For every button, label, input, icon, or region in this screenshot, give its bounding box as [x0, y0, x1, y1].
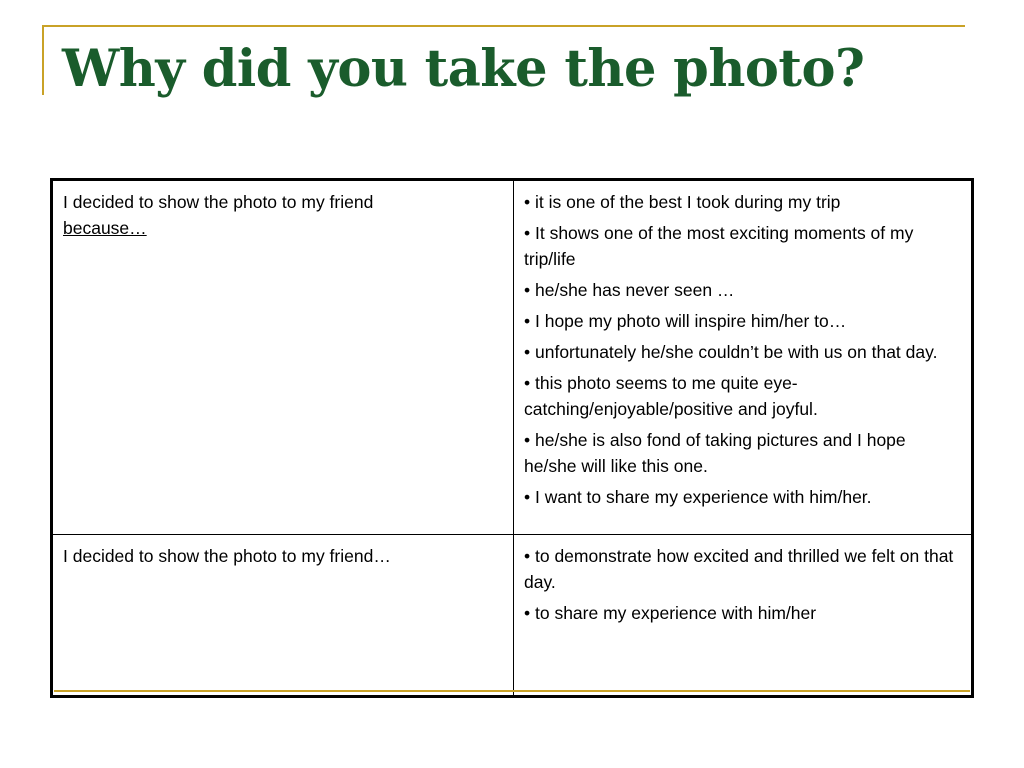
bullet-item: • I want to share my experience with him/her.: [524, 487, 872, 507]
bullet-item: • It shows one of the most exciting moments of my trip/life: [524, 223, 914, 269]
bullet-item: • this photo seems to me quite eye-catching/enjoyable/positive and joyful.: [524, 373, 818, 419]
bullet-item: • unfortunately he/she couldn’t be with us on that day.: [524, 342, 938, 362]
left-accent-line: [42, 25, 44, 95]
table-row: [52, 180, 973, 535]
cell-text-underlined: because…: [63, 218, 147, 238]
cell-text: I decided to show the photo to my friend: [63, 192, 374, 212]
bullet-item: • he/she is also fond of taking pictures and I hope he/she will like this one.: [524, 430, 906, 476]
table-cell-reasons-list: [514, 180, 973, 535]
bullet-item: • to share my experience with him/her: [524, 603, 817, 624]
slide-title: Why did you take the photo?: [62, 39, 865, 99]
table-row: [52, 535, 973, 697]
bullet-item: • he/she has never seen …: [524, 280, 735, 300]
bullet-item: • it is one of the best I took during my trip: [524, 192, 841, 212]
bottom-accent-line: [54, 690, 970, 692]
bullet-item: • I hope my photo will inspire him/her to…: [524, 311, 847, 331]
table-cell-purposes-list: [514, 535, 973, 697]
bullet-item: • to demonstrate how excited and thrilled we felt on that day.: [524, 546, 954, 593]
cell-text: I decided to show the photo to my friend…: [63, 546, 391, 567]
top-accent-line: [42, 25, 965, 27]
table-cell-reason-prompt: [52, 180, 514, 535]
phrases-table: [50, 178, 974, 698]
table-cell-purpose-prompt: [52, 535, 514, 697]
